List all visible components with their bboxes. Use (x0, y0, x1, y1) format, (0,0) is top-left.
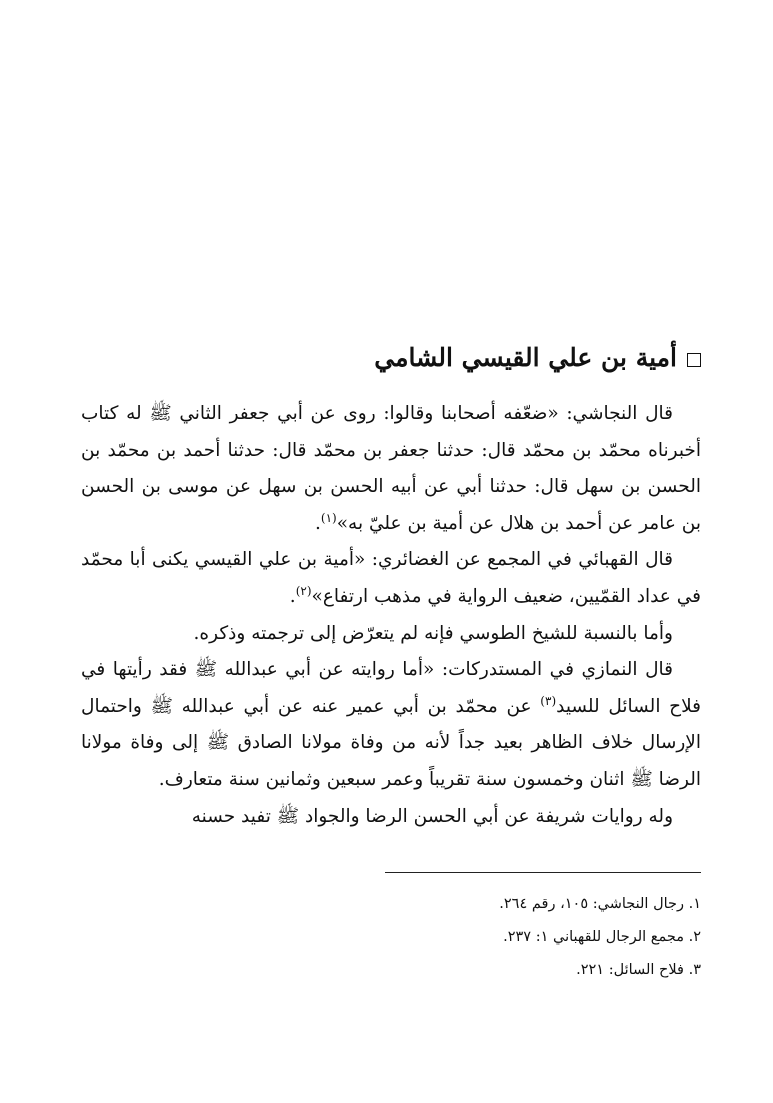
paragraph-text: وله روايات شريفة عن أبي الحسن الرضا والجواد ﷺ تفيد حسنه (191, 805, 673, 827)
paragraph-najashi: قال النجاشي: «ضعّفه أصحابنا وقالوا: روى عن أبي جعفر الثاني ﷺ له كتاب أخبرناه محمّد بن محمّد قال: حدثنا جعفر بن محمّد قال: حدثنا أحمد بن محمّد بن الحسن بن سهل قال: حدثنا أبي عن أبيه الحسن بن سهل عن موسى بن الحسن بن عامر عن أحمد بن هلال عن أمية بن عليّ به»$^{(١)}$. (81, 403, 701, 534)
paragraph-text: وأما بالنسبة للشيخ الطوسي فإنه لم يتعرّض إلى ترجمته وذكره. (193, 622, 673, 644)
paragraph-text: قال القهبائي في المجمع عن الغضائري: «أمية بن علي القيسي يكنى أبا محمّد في عداد القمّيين، ضعيف الرواية في مذهب ارتفاع» (81, 549, 701, 607)
footnote-ref-3: (٣) (540, 693, 557, 708)
footnote-1: ١. رجال النجاشي: ١٠٥، رقم ٢٦٤. (499, 896, 701, 912)
footnotes (81, 888, 701, 987)
paragraph-tusi (81, 616, 701, 653)
heading-title: أمية بن علي القيسي الشامي (374, 343, 677, 372)
square-bullet-icon (687, 353, 701, 367)
footnote-2: ٢. مجمع الرجال للقهباني ١: ٢٣٧. (503, 929, 701, 945)
paragraph-text: عن محمّد بن أبي عمير عنه عن أبي عبدالله ﷺ واحتمال الإرسال خلاف الظاهر بعيد جداً لأنه من وفاة مولانا الصادق ﷺ إلى وفاة مولانا الرضا ﷺ اثنان وخمسون سنة تقريباً وعمر سبعين وثمانين سنة متعارف. (81, 695, 701, 790)
paragraph-qahbaei: قال القهبائي في المجمع عن الغضائري: «أمية بن علي القيسي يكنى أبا محمّد في عداد القمّيين، ضعيف الرواية في مذهب ارتفاع»$^{(٢)}$. (81, 549, 701, 607)
paragraph-riwayat (81, 799, 701, 836)
footnote-divider (385, 872, 701, 873)
footnote-ref-1: (١) (320, 510, 337, 525)
paragraph-text: قال النجاشي: «ضعّفه أصحابنا وقالوا: روى عن أبي جعفر الثاني ﷺ له كتاب أخبرناه محمّد بن محمّد قال: حدثنا جعفر بن محمّد قال: حدثنا أحمد بن محمّد بن الحسن بن سهل قال: حدثنا أبي عن أبيه الحسن بن سهل عن موسى بن الحسن بن عامر عن أحمد بن هلال عن أمية بن عليّ به» (81, 403, 701, 534)
paragraph-text: قال النمازي في المستدركات: «أما روايته عن أبي عبدالله ﷺ فقد رأيتها في فلاح السائل للسيد (81, 659, 701, 717)
body-text (81, 396, 701, 835)
footnote-3: ٣. فلاح السائل: ٢٢١. (576, 962, 701, 978)
footnote-ref-2: (٢) (295, 583, 312, 598)
section-heading (81, 338, 701, 378)
paragraph-namazi (81, 652, 701, 798)
